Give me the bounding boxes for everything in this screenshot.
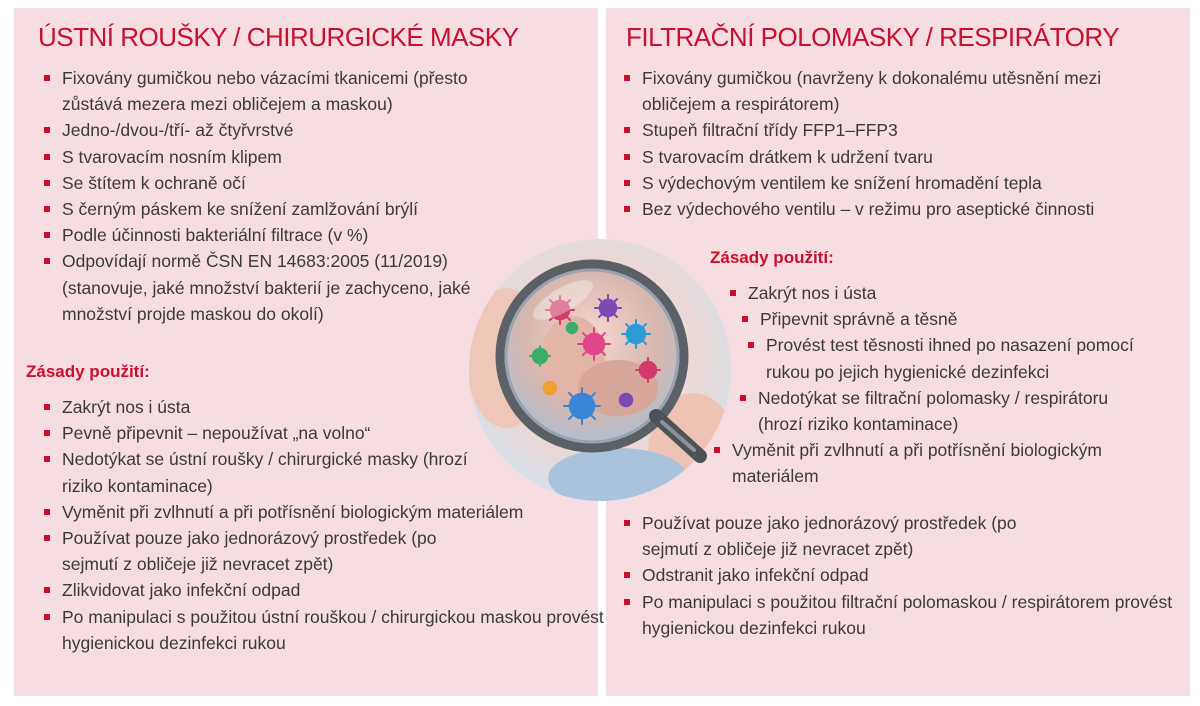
list-item: Po manipulaci s použitou filtrační polomaskou / respirátorem provést hygienickou dezinfekci rukou — [620, 589, 1186, 641]
list-item: Zlikvidovat jako infekční odpad — [40, 577, 590, 603]
list-item: Provést test těsnosti ihned po nasazení pomocí rukou po jejich hygienické dezinfekci — [744, 332, 1138, 384]
list-item: Vyměnit při zvlhnutí a při potřísnění biologickým materiálem — [710, 437, 1172, 489]
list-item: Fixovány gumičkou (navrženy k dokonalému utěsnění mezi obličejem a respirátorem) — [620, 65, 1162, 117]
rules-list-outer — [620, 510, 1186, 641]
list-item: Nedotýkat se filtrační polomasky / respirátoru (hrozí riziko kontaminace) — [736, 385, 1156, 437]
magnifier-virus-icon — [468, 238, 732, 502]
panel-title: ÚSTNÍ ROUŠKY / CHIRURGICKÉ MASKY — [38, 22, 519, 52]
list-item: Odstranit jako infekční odpad — [620, 562, 1186, 588]
list-item: S výdechovým ventilem ke snížení hromadění tepla — [620, 170, 1186, 196]
list-item: S tvarovacím nosním klipem — [40, 144, 590, 170]
list-item: Nedotýkat se ústní roušky / chirurgické masky (hrozí riziko kontaminace) — [40, 446, 486, 498]
list-item: Používat pouze jako jednorázový prostředek (po sejmutí z obličeje již nevracet zpět) — [620, 510, 1042, 562]
list-item: Zakrýt nos i ústa — [40, 394, 590, 420]
list-item: Připevnit správně a těsně — [738, 306, 1176, 332]
panel-title: FILTRAČNÍ POLOMASKY / RESPIRÁTORY — [626, 22, 1120, 52]
list-item: Zakrýt nos i ústa — [726, 280, 1176, 306]
list-item: Jedno-/dvou-/tří- až čtyřvrstvé — [40, 117, 590, 143]
feature-list — [620, 65, 1186, 222]
list-item: Po manipulaci s použitou ústní rouškou / chirurgickou maskou provést hygienickou dezinfekci rukou — [40, 604, 606, 656]
rules-heading: Zásady použití: — [710, 248, 834, 267]
list-item: Bez výdechového ventilu – v režimu pro aseptické činnosti — [620, 196, 1186, 222]
list-item: Se štítem k ochraně očí — [40, 170, 590, 196]
list-item: Odpovídají normě ČSN EN 14683:2005 (11/2019) (stanovuje, jaké množství bakterií je zachyceno, jaké množství projde maskou do okolí) — [40, 248, 496, 327]
rules-list-inner — [726, 280, 1176, 490]
list-item: S černým páskem ke snížení zamlžování brýlí — [40, 196, 590, 222]
list-item: Stupeň filtrační třídy FFP1–FFP3 — [620, 117, 1186, 143]
list-item: Pevně připevnit – nepoužívat „na volno“ — [40, 420, 590, 446]
rules-heading: Zásady použití: — [26, 362, 150, 381]
list-item: Podle účinnosti bakteriální filtrace (v %) — [40, 222, 590, 248]
list-item: Vyměnit při zvlhnutí a při potřísnění biologickým materiálem — [40, 499, 590, 525]
list-item: Fixovány gumičkou nebo vázacími tkanicemi (přesto zůstává mezera mezi obličejem a maskou) — [40, 65, 508, 117]
list-item: Používat pouze jako jednorázový prostředek (po sejmutí z obličeje již nevracet zpět) — [40, 525, 462, 577]
list-item: S tvarovacím drátkem k udržení tvaru — [620, 144, 1186, 170]
